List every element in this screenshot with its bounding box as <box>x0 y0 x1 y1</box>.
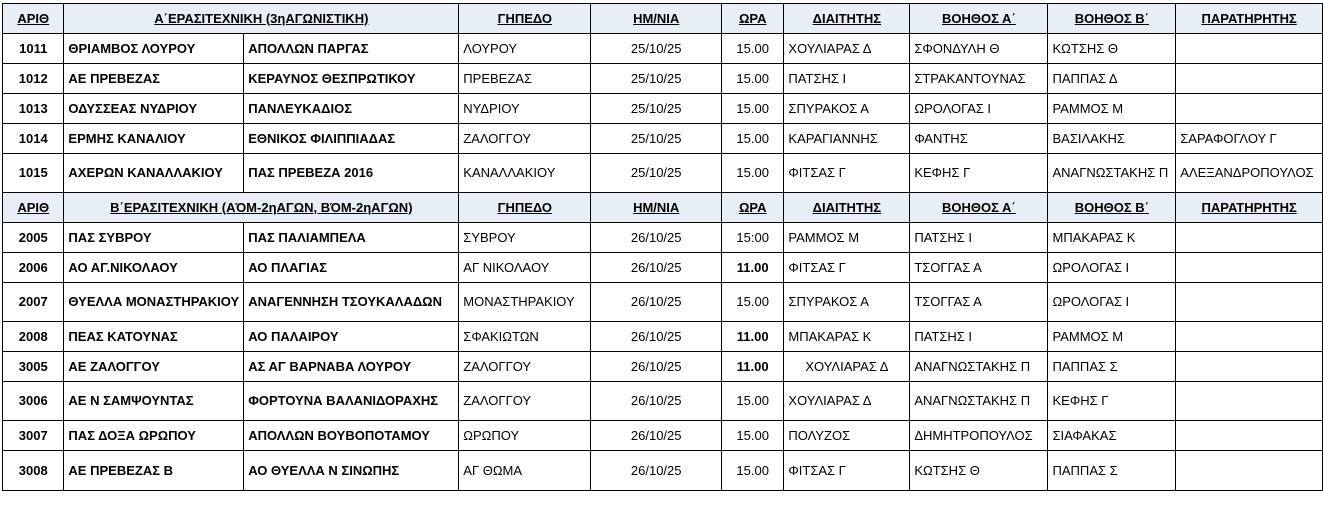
away-team: ΠΑΝΛΕΥΚΑΔΙΟΣ <box>244 94 459 124</box>
match-time: 15.00 <box>722 94 784 124</box>
referee: ΚΑΡΑΓΙΑΝΝΗΣ <box>784 124 910 154</box>
home-team: ΠΕΑΣ ΚΑΤΟΥΝΑΣ <box>64 322 244 352</box>
home-team: ΑΕ ΠΡΕΒΕΖΑΣ <box>64 64 244 94</box>
header-referee: ΔΙΑΙΤΗΤΗΣ <box>784 4 910 34</box>
header-time: ΩΡΑ <box>722 193 784 223</box>
away-team: ΑΠΟΛΛΩΝ ΒΟΥΒΟΠΟΤΑΜΟΥ <box>244 421 459 451</box>
referee: ΜΠΑΚΑΡΑΣ Κ <box>784 322 910 352</box>
match-date: 26/10/25 <box>591 451 722 491</box>
venue: ΑΓ ΘΩΜΑ <box>459 451 591 491</box>
referee: ΦΙΤΣΑΣ Γ <box>784 253 910 283</box>
match-date: 26/10/25 <box>591 223 722 253</box>
venue: ΣΥΒΡΟΥ <box>459 223 591 253</box>
match-id: 2005 <box>3 223 64 253</box>
away-team: ΑΣ ΑΓ ΒΑΡΝΑΒΑ ΛΟΥΡΟΥ <box>244 352 459 382</box>
header-time: ΩΡΑ <box>722 4 784 34</box>
referee: ΧΟΥΛΙΑΡΑΣ Δ <box>784 34 910 64</box>
match-date: 26/10/25 <box>591 352 722 382</box>
assistant-a: ΤΣΟΓΓΑΣ Α <box>910 253 1048 283</box>
table-row <box>3 154 1323 193</box>
venue: ΑΓ ΝΙΚΟΛΑΟΥ <box>459 253 591 283</box>
observer: ΑΛΕΞΑΝΔΡΟΠΟΥΛΟΣ <box>1176 154 1323 193</box>
assistant-a: ΠΑΤΣΗΣ Ι <box>910 223 1048 253</box>
away-team: ΑΟ ΠΑΛΑΙΡΟΥ <box>244 322 459 352</box>
table-row <box>3 223 1323 253</box>
fixtures-table <box>2 3 1323 491</box>
assistant-a: ΩΡΟΛΟΓΑΣ Ι <box>910 94 1048 124</box>
assistant-a: ΣΤΡΑΚΑΝΤΟΥΝΑΣ <box>910 64 1048 94</box>
match-time: 15.00 <box>722 64 784 94</box>
header-assistant-a: ΒΟΗΘΟΣ Α΄ <box>910 4 1048 34</box>
match-date: 26/10/25 <box>591 253 722 283</box>
venue: ΩΡΩΠΟΥ <box>459 421 591 451</box>
match-date: 26/10/25 <box>591 283 722 322</box>
match-date: 25/10/25 <box>591 34 722 64</box>
match-time: 15.00 <box>722 124 784 154</box>
match-date: 25/10/25 <box>591 124 722 154</box>
match-date: 25/10/25 <box>591 94 722 124</box>
match-id: 3005 <box>3 352 64 382</box>
away-team: ΚΕΡΑΥΝΟΣ ΘΕΣΠΡΩΤΙΚΟΥ <box>244 64 459 94</box>
assistant-b: ΡΑΜΜΟΣ Μ <box>1048 94 1176 124</box>
home-team: ΘΡΙΑΜΒΟΣ ΛΟΥΡΟΥ <box>64 34 244 64</box>
table-row <box>3 94 1323 124</box>
referee: ΧΟΥΛΙΑΡΑΣ Δ <box>784 382 910 421</box>
section-title: Α΄ΕΡΑΣΙΤΕΧΝΙΚΗ (3ηΑΓΩΝΙΣΤΙΚΗ) <box>64 4 459 34</box>
assistant-b: ΚΩΤΣΗΣ Θ <box>1048 34 1176 64</box>
match-time: 11.00 <box>722 322 784 352</box>
observer <box>1176 352 1323 382</box>
assistant-a: ΠΑΤΣΗΣ Ι <box>910 322 1048 352</box>
home-team: ΑΕ ΖΑΛΟΓΓΟΥ <box>64 352 244 382</box>
match-time: 15.00 <box>722 283 784 322</box>
observer <box>1176 322 1323 352</box>
header-id: ΑΡΙΘ <box>3 193 64 223</box>
header-assistant-b: ΒΟΗΘΟΣ Β΄ <box>1048 4 1176 34</box>
header-referee: ΔΙΑΙΤΗΤΗΣ <box>784 193 910 223</box>
home-team: ΠΑΣ ΣΥΒΡΟΥ <box>64 223 244 253</box>
venue: ΖΑΛΟΓΓΟΥ <box>459 124 591 154</box>
away-team: ΑΟ ΘΥΕΛΛΑ Ν ΣΙΝΩΠΗΣ <box>244 451 459 491</box>
table-row <box>3 253 1323 283</box>
home-team: ΘΥΕΛΛΑ ΜΟΝΑΣΤΗΡΑΚΙΟΥ <box>64 283 244 322</box>
table-row <box>3 451 1323 491</box>
away-team: ΑΟ ΠΛΑΓΙΑΣ <box>244 253 459 283</box>
match-date: 25/10/25 <box>591 64 722 94</box>
assistant-b: ΑΝΑΓΝΩΣΤΑΚΗΣ Π <box>1048 154 1176 193</box>
table-row <box>3 34 1323 64</box>
match-id: 1013 <box>3 94 64 124</box>
referee: ΦΙΤΣΑΣ Γ <box>784 451 910 491</box>
section-header-row <box>3 4 1323 34</box>
observer <box>1176 253 1323 283</box>
referee: ΠΟΛΥΖΟΣ <box>784 421 910 451</box>
observer <box>1176 64 1323 94</box>
observer <box>1176 283 1323 322</box>
home-team: ΠΑΣ ΔΟΞΑ ΩΡΩΠΟΥ <box>64 421 244 451</box>
assistant-a: ΣΦΟΝΔΥΛΗ Θ <box>910 34 1048 64</box>
away-team: ΦΟΡΤΟΥΝΑ ΒΑΛΑΝΙΔΟΡΑΧΗΣ <box>244 382 459 421</box>
referee: ΠΑΤΣΗΣ Ι <box>784 64 910 94</box>
header-venue: ΓΗΠΕΔΟ <box>459 193 591 223</box>
home-team: ΕΡΜΗΣ ΚΑΝΑΛΙΟΥ <box>64 124 244 154</box>
venue: ΛΟΥΡΟΥ <box>459 34 591 64</box>
assistant-b: ΠΑΠΠΑΣ Σ <box>1048 352 1176 382</box>
header-date: ΗΜ/ΝΙΑ <box>591 4 722 34</box>
away-team: ΑΠΟΛΛΩΝ ΠΑΡΓΑΣ <box>244 34 459 64</box>
header-observer: ΠΑΡΑΤΗΡΗΤΗΣ <box>1176 193 1323 223</box>
referee: ΡΑΜΜΟΣ Μ <box>784 223 910 253</box>
observer: ΣΑΡΑΦΟΓΛΟΥ Γ <box>1176 124 1323 154</box>
home-team: ΑΧΕΡΩΝ ΚΑΝΑΛΛΑΚΙΟΥ <box>64 154 244 193</box>
assistant-a: ΑΝΑΓΝΩΣΤΑΚΗΣ Π <box>910 352 1048 382</box>
assistant-b: ΣΙΑΦΑΚΑΣ <box>1048 421 1176 451</box>
match-id: 3006 <box>3 382 64 421</box>
away-team: ΑΝΑΓΕΝΝΗΣΗ ΤΣΟΥΚΑΛΑΔΩΝ <box>244 283 459 322</box>
venue: ΖΑΛΟΓΓΟΥ <box>459 352 591 382</box>
match-id: 1012 <box>3 64 64 94</box>
match-date: 26/10/25 <box>591 322 722 352</box>
header-date: ΗΜ/ΝΙΑ <box>591 193 722 223</box>
match-date: 26/10/25 <box>591 421 722 451</box>
table-row <box>3 322 1323 352</box>
table-row <box>3 283 1323 322</box>
referee: ΦΙΤΣΑΣ Γ <box>784 154 910 193</box>
table-row <box>3 421 1323 451</box>
match-id: 3007 <box>3 421 64 451</box>
assistant-b: ΩΡΟΛΟΓΑΣ Ι <box>1048 283 1176 322</box>
match-id: 2007 <box>3 283 64 322</box>
match-id: 2008 <box>3 322 64 352</box>
away-team: ΠΑΣ ΠΑΛΙΑΜΠΕΛΑ <box>244 223 459 253</box>
table-row <box>3 352 1323 382</box>
match-id: 3008 <box>3 451 64 491</box>
table-row <box>3 124 1323 154</box>
assistant-a: ΚΩΤΣΗΣ Θ <box>910 451 1048 491</box>
assistant-b: ΩΡΟΛΟΓΑΣ Ι <box>1048 253 1176 283</box>
observer <box>1176 421 1323 451</box>
observer <box>1176 451 1323 491</box>
section-header-row <box>3 193 1323 223</box>
match-time: 15.00 <box>722 451 784 491</box>
observer <box>1176 34 1323 64</box>
home-team: ΑΟ ΑΓ.ΝΙΚΟΛΑΟΥ <box>64 253 244 283</box>
referee: ΧΟΥΛΙΑΡΑΣ Δ <box>784 352 910 382</box>
venue: ΠΡΕΒΕΖΑΣ <box>459 64 591 94</box>
header-assistant-b: ΒΟΗΘΟΣ Β΄ <box>1048 193 1176 223</box>
referee: ΣΠΥΡΑΚΟΣ Α <box>784 283 910 322</box>
assistant-b: ΒΑΣΙΛΑΚΗΣ <box>1048 124 1176 154</box>
table-row <box>3 64 1323 94</box>
match-id: 1011 <box>3 34 64 64</box>
home-team: ΑΕ ΠΡΕΒΕΖΑΣ Β <box>64 451 244 491</box>
match-time: 15.00 <box>722 154 784 193</box>
header-assistant-a: ΒΟΗΘΟΣ Α΄ <box>910 193 1048 223</box>
match-id: 1015 <box>3 154 64 193</box>
assistant-b: ΜΠΑΚΑΡΑΣ Κ <box>1048 223 1176 253</box>
header-venue: ΓΗΠΕΔΟ <box>459 4 591 34</box>
match-time: 15.00 <box>722 382 784 421</box>
match-date: 25/10/25 <box>591 154 722 193</box>
assistant-a: ΑΝΑΓΝΩΣΤΑΚΗΣ Π <box>910 382 1048 421</box>
home-team: ΑΕ Ν ΣΑΜΨΟΥΝΤΑΣ <box>64 382 244 421</box>
assistant-a: ΦΑΝΤΗΣ <box>910 124 1048 154</box>
referee: ΣΠΥΡΑΚΟΣ Α <box>784 94 910 124</box>
match-time: 11.00 <box>722 253 784 283</box>
table-row <box>3 382 1323 421</box>
match-id: 2006 <box>3 253 64 283</box>
away-team: ΕΘΝΙΚΟΣ ΦΙΛΙΠΠΙΑΔΑΣ <box>244 124 459 154</box>
match-time: 15.00 <box>722 34 784 64</box>
venue: ΜΟΝΑΣΤΗΡΑΚΙΟΥ <box>459 283 591 322</box>
assistant-b: ΚΕΦΗΣ Γ <box>1048 382 1176 421</box>
assistant-b: ΠΑΠΠΑΣ Δ <box>1048 64 1176 94</box>
away-team: ΠΑΣ ΠΡΕΒΕΖΑ 2016 <box>244 154 459 193</box>
header-id: ΑΡΙΘ <box>3 4 64 34</box>
assistant-a: ΤΣΟΓΓΑΣ Α <box>910 283 1048 322</box>
match-time: 11.00 <box>722 352 784 382</box>
observer <box>1176 223 1323 253</box>
observer <box>1176 382 1323 421</box>
home-team: ΟΔΥΣΣΕΑΣ ΝΥΔΡΙΟΥ <box>64 94 244 124</box>
match-id: 1014 <box>3 124 64 154</box>
match-date: 26/10/25 <box>591 382 722 421</box>
match-time: 15:00 <box>722 223 784 253</box>
venue: ΣΦΑΚΙΩΤΩΝ <box>459 322 591 352</box>
assistant-b: ΡΑΜΜΟΣ Μ <box>1048 322 1176 352</box>
assistant-a: ΚΕΦΗΣ Γ <box>910 154 1048 193</box>
venue: ΚΑΝΑΛΛΑΚΙΟΥ <box>459 154 591 193</box>
venue: ΖΑΛΟΓΓΟΥ <box>459 382 591 421</box>
venue: ΝΥΔΡΙΟΥ <box>459 94 591 124</box>
section-title: Β΄ΕΡΑΣΙΤΕΧΝΙΚΗ (ΑΌΜ-2ηΑΓΩΝ, ΒΌΜ-2ηΑΓΩΝ) <box>64 193 459 223</box>
observer <box>1176 94 1323 124</box>
assistant-a: ΔΗΜΗΤΡΟΠΟΥΛΟΣ <box>910 421 1048 451</box>
match-time: 15.00 <box>722 421 784 451</box>
assistant-b: ΠΑΠΠΑΣ Σ <box>1048 451 1176 491</box>
header-observer: ΠΑΡΑΤΗΡΗΤΗΣ <box>1176 4 1323 34</box>
